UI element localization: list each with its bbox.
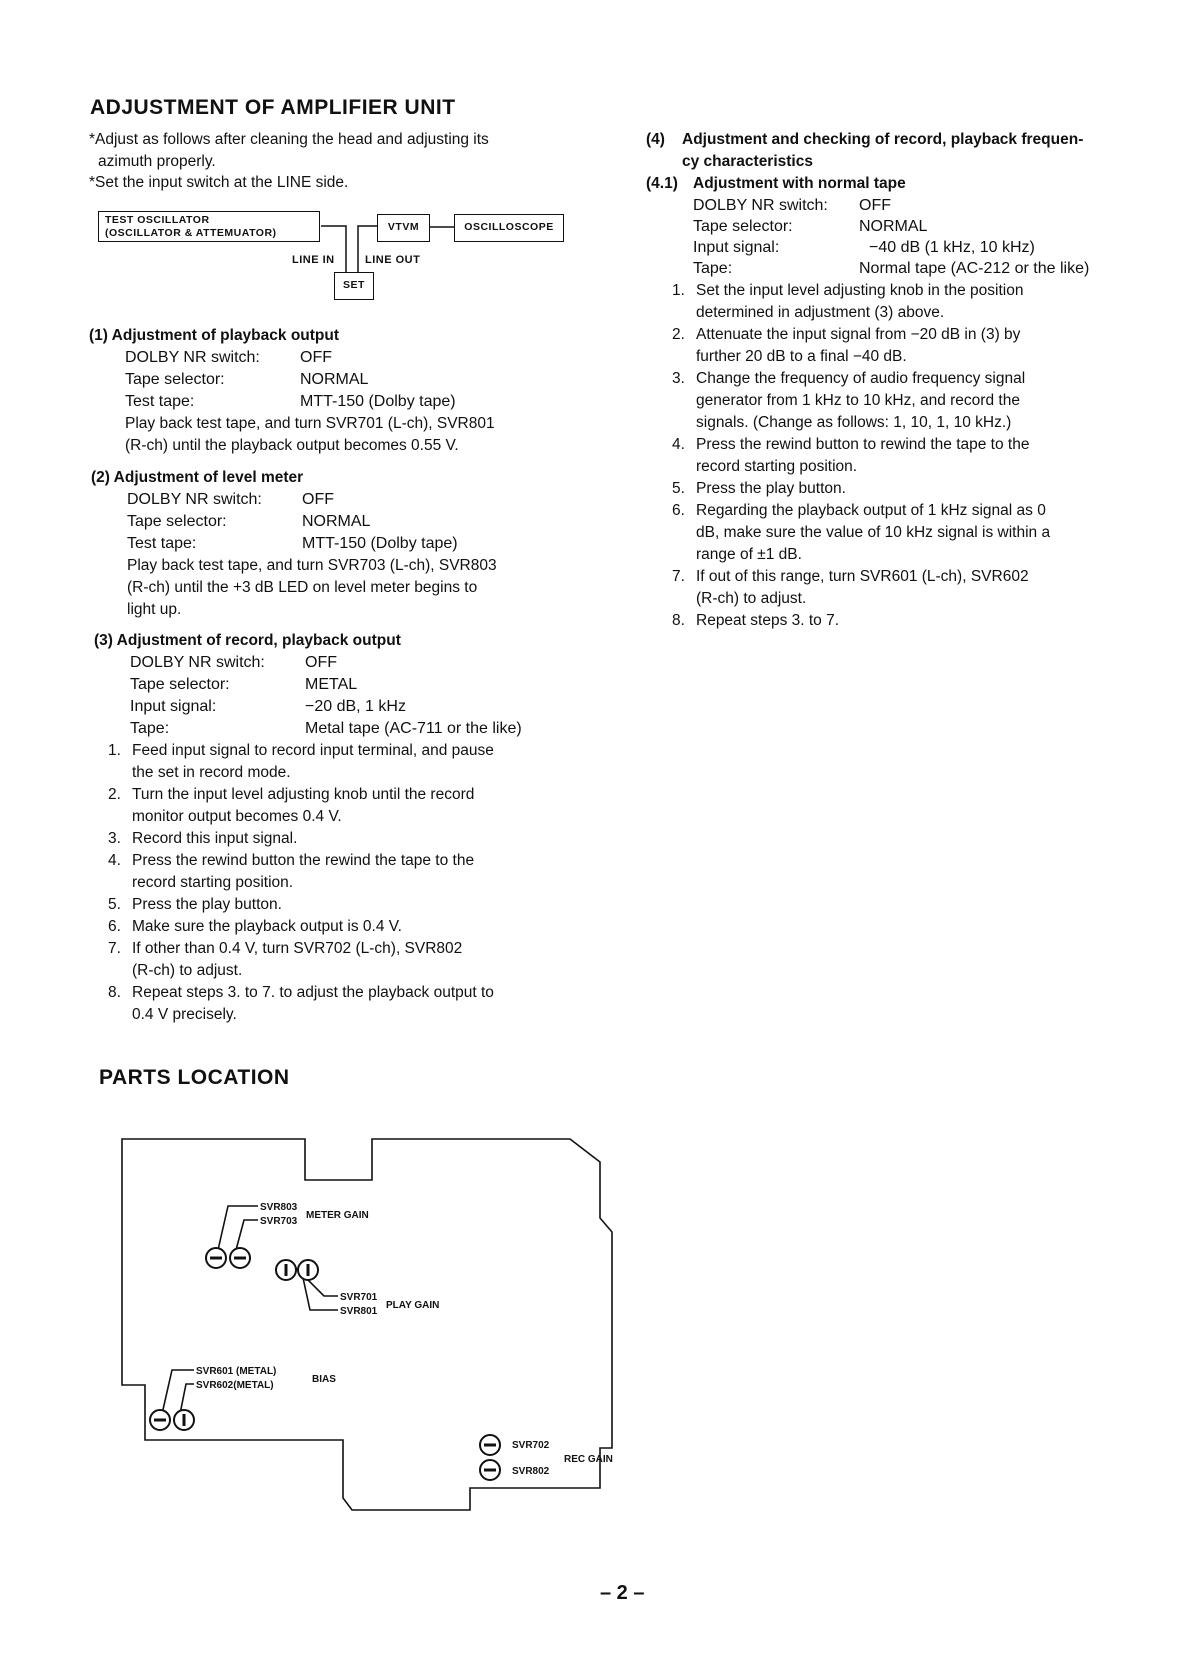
s3-step-4-num: 4. bbox=[108, 852, 121, 869]
s4-step-1-num: 1. bbox=[672, 282, 685, 299]
s3-step-7-num: 7. bbox=[108, 940, 121, 957]
s1-row-3-value: MTT-150 (Dolby tape) bbox=[300, 393, 456, 410]
s4-step-7-num: 7. bbox=[672, 568, 685, 585]
s4-step-8-num: 8. bbox=[672, 612, 685, 629]
s4-step-3-line-3: signals. (Change as follows: 1, 10, 1, 10 kHz.) bbox=[696, 414, 1012, 431]
s4-step-5-num: 5. bbox=[672, 480, 685, 497]
s3-step-1-num: 1. bbox=[108, 742, 121, 759]
s1-row-1-value: OFF bbox=[300, 349, 332, 366]
s3-step-2-line-1: Turn the input level adjusting knob until the record bbox=[132, 786, 475, 803]
s4-step-3-num: 3. bbox=[672, 370, 685, 387]
oscilloscope-box: OSCILLOSCOPE bbox=[454, 214, 564, 242]
svr703-leader bbox=[236, 1220, 258, 1250]
section-3-heading: (3) Adjustment of record, playback output bbox=[94, 632, 401, 649]
s3-row-2-value: METAL bbox=[305, 676, 358, 693]
svr803-label: SVR803 bbox=[260, 1202, 298, 1213]
s3-step-5-num: 5. bbox=[108, 896, 121, 913]
note-1: *Adjust as follows after cleaning the head and adjusting its bbox=[89, 131, 489, 148]
s2-text-2: (R-ch) until the +3 dB LED on level meter begins to bbox=[127, 579, 478, 596]
rec-gain-label: REC GAIN bbox=[564, 1454, 613, 1465]
set-box: SET bbox=[334, 272, 374, 300]
s3-step-3-line-1: Record this input signal. bbox=[132, 830, 298, 847]
s3-row-3-label: Input signal: bbox=[130, 698, 217, 715]
bias-label: BIAS bbox=[312, 1374, 336, 1385]
s3-row-1-value: OFF bbox=[305, 654, 337, 671]
s4-step-6-line-1: Regarding the playback output of 1 kHz signal as 0 bbox=[696, 502, 1046, 519]
s4-step-5-line-1: Press the play button. bbox=[696, 480, 846, 497]
section-2-heading: (2) Adjustment of level meter bbox=[91, 469, 304, 486]
s4-step-1-line-1: Set the input level adjusting knob in the position bbox=[696, 282, 1024, 299]
s1-text-1: Play back test tape, and turn SVR701 (L-ch), SVR801 bbox=[125, 415, 495, 432]
s3-step-1-line-2: the set in record mode. bbox=[132, 764, 291, 781]
meter-gain-label: METER GAIN bbox=[306, 1210, 369, 1221]
page-number: – 2 – bbox=[600, 1582, 645, 1604]
s1-row-2-value: NORMAL bbox=[300, 371, 369, 388]
s2-text-3: light up. bbox=[127, 601, 182, 618]
line-in-label: LINE IN bbox=[292, 254, 335, 266]
svr801-label: SVR801 bbox=[340, 1306, 378, 1317]
s4-row-1-label: DOLBY NR switch: bbox=[693, 197, 828, 214]
s3-step-3-num: 3. bbox=[108, 830, 121, 847]
s4-step-2-line-1: Attenuate the input signal from −20 dB in (3) by bbox=[696, 326, 1021, 343]
s4-step-2-line-2: further 20 dB to a final −40 dB. bbox=[696, 348, 907, 365]
s4-heading-num: (4) bbox=[646, 131, 665, 148]
svr601-leader bbox=[162, 1370, 194, 1414]
s4-row-2-label: Tape selector: bbox=[693, 218, 793, 235]
svr602-label: SVR602(METAL) bbox=[196, 1380, 274, 1391]
s4-step-4-num: 4. bbox=[672, 436, 685, 453]
s3-step-6-line-1: Make sure the playback output is 0.4 V. bbox=[132, 918, 402, 935]
section-1-heading: (1) Adjustment of playback output bbox=[89, 327, 340, 344]
s4-1-title: Adjustment with normal tape bbox=[693, 175, 906, 192]
s4-1-num: (4.1) bbox=[646, 175, 678, 192]
s2-text-1: Play back test tape, and turn SVR703 (L-ch), SVR803 bbox=[127, 557, 497, 574]
s4-step-3-line-2: generator from 1 kHz to 10 kHz, and record the bbox=[696, 392, 1020, 409]
s4-step-7-line-1: If out of this range, turn SVR601 (L-ch), SVR602 bbox=[696, 568, 1029, 585]
s1-text-2: (R-ch) until the playback output becomes 0.55 V. bbox=[125, 437, 459, 454]
s1-row-2-label: Tape selector: bbox=[125, 371, 225, 388]
s4-row-4-label: Tape: bbox=[693, 260, 733, 277]
s3-row-2-label: Tape selector: bbox=[130, 676, 230, 693]
s4-row-3-label: Input signal: bbox=[693, 239, 780, 256]
s4-step-7-line-2: (R-ch) to adjust. bbox=[696, 590, 807, 607]
svr703-label: SVR703 bbox=[260, 1216, 298, 1227]
s4-row-4-value: Normal tape (AC-212 or the like) bbox=[859, 260, 1090, 277]
osc-label-2: (OSCILLATOR & ATTEMUATOR) bbox=[105, 227, 277, 239]
svr702-label: SVR702 bbox=[512, 1440, 550, 1451]
s3-row-4-label: Tape: bbox=[130, 720, 170, 737]
s4-step-1-line-2: determined in adjustment (3) above. bbox=[696, 304, 945, 321]
s3-step-7-line-1: If other than 0.4 V, turn SVR702 (L-ch), SVR802 bbox=[132, 940, 463, 957]
s4-step-6-line-2: dB, make sure the value of 10 kHz signal is within a bbox=[696, 524, 1051, 541]
s3-step-2-num: 2. bbox=[108, 786, 121, 803]
svr701-label: SVR701 bbox=[340, 1292, 378, 1303]
s3-step-2-line-2: monitor output becomes 0.4 V. bbox=[132, 808, 342, 825]
s4-step-4-line-2: record starting position. bbox=[696, 458, 858, 475]
s4-step-6-line-3: range of ±1 dB. bbox=[696, 546, 802, 563]
s4-row-1-value: OFF bbox=[859, 197, 891, 214]
s4-heading-line-1: Adjustment and checking of record, playback frequen- bbox=[682, 131, 1084, 148]
s3-step-7-line-2: (R-ch) to adjust. bbox=[132, 962, 243, 979]
s3-row-3-value: −20 dB, 1 kHz bbox=[305, 698, 406, 715]
s3-row-4-value: Metal tape (AC-711 or the like) bbox=[305, 720, 522, 737]
parts-location-title: PARTS LOCATION bbox=[99, 1066, 290, 1089]
s2-row-1-value: OFF bbox=[302, 491, 334, 508]
s4-step-3-line-1: Change the frequency of audio frequency signal bbox=[696, 370, 1026, 387]
s3-step-4-line-2: record starting position. bbox=[132, 874, 294, 891]
s3-step-8-line-1: Repeat steps 3. to 7. to adjust the playback output to bbox=[132, 984, 494, 1001]
s2-row-3-value: MTT-150 (Dolby tape) bbox=[302, 535, 458, 552]
s4-row-2-value: NORMAL bbox=[859, 218, 928, 235]
s4-step-6-num: 6. bbox=[672, 502, 685, 519]
s2-row-2-value: NORMAL bbox=[302, 513, 371, 530]
s4-step-8-line-1: Repeat steps 3. to 7. bbox=[696, 612, 840, 629]
s3-step-4-line-1: Press the rewind button the rewind the tape to the bbox=[132, 852, 475, 869]
s4-step-2-num: 2. bbox=[672, 326, 685, 343]
line-out-label: LINE OUT bbox=[365, 254, 421, 266]
note-2: *Set the input switch at the LINE side. bbox=[89, 174, 349, 191]
s4-row-3-value: −40 dB (1 kHz, 10 kHz) bbox=[869, 239, 1035, 256]
s3-step-6-num: 6. bbox=[108, 918, 121, 935]
s2-row-2-label: Tape selector: bbox=[127, 513, 227, 530]
s3-step-1-line-1: Feed input signal to record input terminal, and pause bbox=[132, 742, 494, 759]
osc-label-1: TEST OSCILLATOR bbox=[105, 214, 210, 226]
play-gain-label: PLAY GAIN bbox=[386, 1300, 440, 1311]
s4-heading-line-2: cy characteristics bbox=[682, 153, 813, 170]
page-title: ADJUSTMENT OF AMPLIFIER UNIT bbox=[90, 96, 456, 119]
s2-row-3-label: Test tape: bbox=[127, 535, 197, 552]
s3-row-1-label: DOLBY NR switch: bbox=[130, 654, 265, 671]
s1-row-3-label: Test tape: bbox=[125, 393, 195, 410]
s4-step-4-line-1: Press the rewind button to rewind the tape to the bbox=[696, 436, 1030, 453]
s2-row-1-label: DOLBY NR switch: bbox=[127, 491, 262, 508]
s3-step-8-num: 8. bbox=[108, 984, 121, 1001]
note-1-cont: azimuth properly. bbox=[98, 153, 216, 170]
svr802-label: SVR802 bbox=[512, 1466, 550, 1477]
s3-step-5-line-1: Press the play button. bbox=[132, 896, 282, 913]
vtvm-box: VTVM bbox=[377, 214, 430, 242]
s3-step-8-line-2: 0.4 V precisely. bbox=[132, 1006, 237, 1023]
svr601-label: SVR601 (METAL) bbox=[196, 1366, 277, 1377]
pcb-outline bbox=[122, 1139, 612, 1510]
s1-row-1-label: DOLBY NR switch: bbox=[125, 349, 260, 366]
